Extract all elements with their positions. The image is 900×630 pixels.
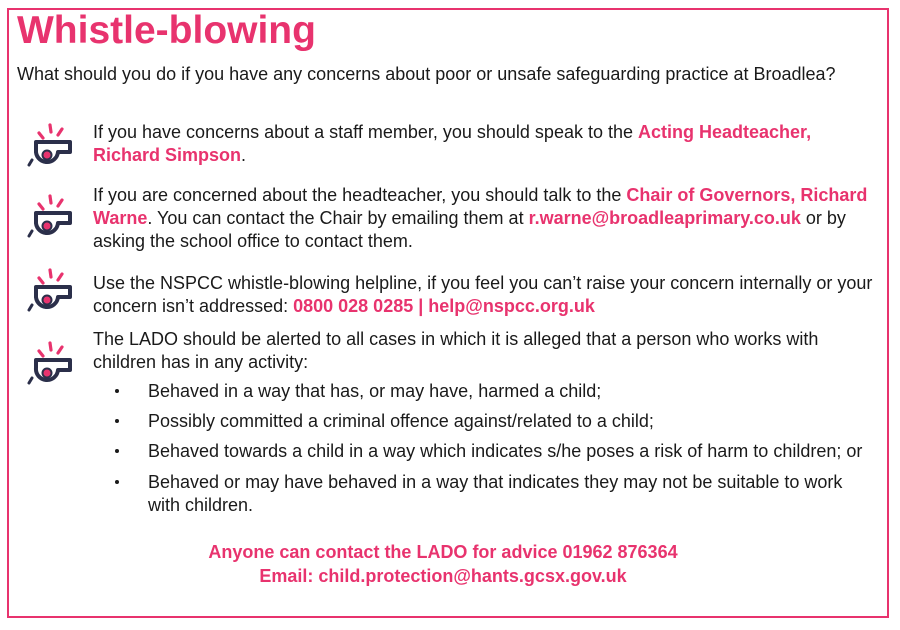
item-text: If you are concerned about the headteacher, you should talk to the [93, 185, 627, 205]
list-item: Behaved towards a child in a way which indicates s/he poses a risk of harm to children; or [115, 440, 875, 463]
item-text: . You can contact the Chair by emailing them at [147, 208, 529, 228]
item-text: or by asking the school office to contact them. [93, 208, 846, 251]
item-text: . [241, 145, 247, 165]
lado-criteria-list [115, 380, 875, 517]
staff-concern-item [93, 121, 878, 167]
nspcc-contact[interactable]: 0800 028 0285 | help@nspcc.org.uk [293, 296, 595, 316]
list-item: Behaved or may have behaved in a way that indicates they may not be suitable to work with children. [115, 471, 875, 517]
list-item: Possibly committed a criminal offence against/related to a child; [115, 410, 875, 433]
headteacher-concern-item [93, 184, 878, 253]
intro-text: What should you do if you have any concerns about poor or unsafe safeguarding practice at Broadlea? [17, 64, 836, 84]
acting-headteacher-name: Acting Headteacher, Richard Simpson [93, 122, 812, 165]
whistle-icon [26, 338, 76, 394]
chair-email-link[interactable]: r.warne@broadleaprimary.co.uk [528, 208, 801, 228]
nspcc-helpline-item [93, 272, 878, 318]
lado-alert-item [93, 328, 878, 374]
page-title: Whistle-blowing [17, 9, 316, 52]
bullet-icon [115, 449, 119, 453]
whistle-icon [26, 191, 76, 247]
item-text: If you have concerns about a staff member, you should speak to the [93, 122, 639, 142]
lado-email-line[interactable]: Email: child.protection@hants.gcsx.gov.uk [259, 566, 627, 586]
chair-of-governors-name: Chair of Governors, Richard Warne [93, 185, 868, 228]
item-text: Use the NSPCC whistle-blowing helpline, if you feel you can’t raise your concern internally or your concern isn’t addressed: [93, 273, 873, 316]
lado-advice-line: Anyone can contact the LADO for advice 01962 876364 [208, 542, 678, 562]
whistle-icon [26, 120, 76, 176]
item-text: The LADO should be alerted to all cases in which it is alleged that a person who works with children has in any activity: [93, 329, 819, 372]
bullet-icon [115, 480, 119, 484]
bullet-icon [115, 419, 119, 423]
list-item: Behaved in a way that has, or may have, harmed a child; [115, 380, 875, 403]
whistle-icon [26, 265, 76, 321]
bullet-icon [115, 389, 119, 393]
